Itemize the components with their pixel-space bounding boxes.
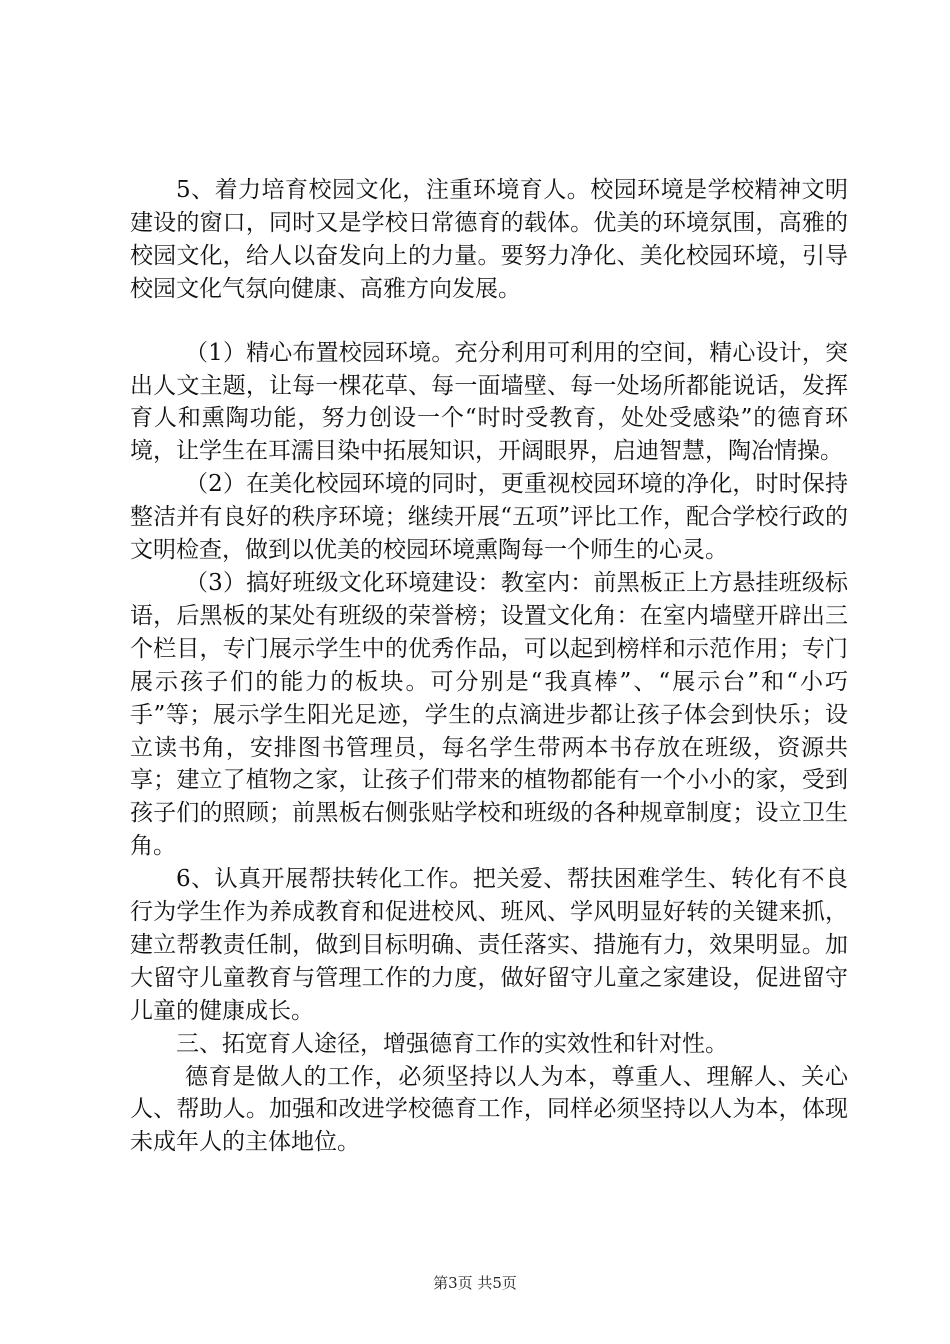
section-heading-three: 三、拓宽育人途径，增强德育工作的实效性和针对性。 (176, 1030, 728, 1057)
paragraph-class-culture: （3）搞好班级文化环境建设：教室内：前黑板正上方悬挂班级标语，后黑板的某处有班级的荣誉榜；设置文化角：在室内墙壁开辟出三个栏目，专门展示学生中的优秀作品，可以起到榜样和示范作用；专门展示孩子们的能力的板块。可分别是“我真棒”、“展示台”和“小巧手”等；展示学生阳光足迹，学生的点滴进步都让孩子体会到快乐；设立读书角，安排图书管理员，每名学生带两本书存放在班级，资源共享；建立了植物之家，让孩子们带来的植物都能有一个小小的家，受到孩子们的照顾；前黑板右侧张贴学校和班级的各种规章制度；设立卫生角。 (130, 569, 848, 860)
paragraph-campus-cleanliness: （2）在美化校园环境的同时，更重视校园环境的净化，时时保持整洁并有良好的秩序环境；继续开展“五项”评比工作，配合学校行政的文明检查，做到以优美的校园环境熏陶每一个师生的心灵。 (130, 471, 848, 564)
document-body (130, 174, 848, 1159)
paragraph-moral-education: 德育是做人的工作，必须坚持以人为本，尊重人、理解人、关心人、帮助人。加强和改进学校德育工作，同样必须坚持以人为本，体现未成年人的主体地位。 (130, 1063, 848, 1156)
paragraph-campus-layout: （1）精心布置校园环境。充分利用可利用的空间，精心设计，突出人文主题，让每一棵花草、每一面墙壁、每一处场所都能说话，发挥育人和熏陶功能，努力创设一个“时时受教育，处处受感染”的德育环境，让学生在耳濡目染中拓展知识，开阔眼界，启迪智慧，陶冶情操。 (130, 339, 848, 465)
page-number-footer: 第3页 共5页 (433, 1274, 517, 1292)
paragraph-school-culture: 5、着力培育校园文化，注重环境育人。校园环境是学校精神文明建设的窗口，同时又是学校日常德育的载体。优美的环境氛围，高雅的校园文化，给人以奋发向上的力量。要努力净化、美化校园环境，引导校园文化气氛向健康、高雅方向发展。 (130, 177, 848, 302)
paragraph-assistance-work: 6、认真开展帮扶转化工作。把关爱、帮扶困难学生、转化有不良行为学生作为养成教育和促进校风、班风、学风明显好转的关键来抓，建立帮教责任制，做到目标明确、责任落实、措施有力，效果明显。加大留守儿童教育与管理工作的力度，做好留守儿童之家建设，促进留守儿童的健康成长。 (130, 866, 848, 1024)
paragraph-gap (130, 306, 848, 337)
